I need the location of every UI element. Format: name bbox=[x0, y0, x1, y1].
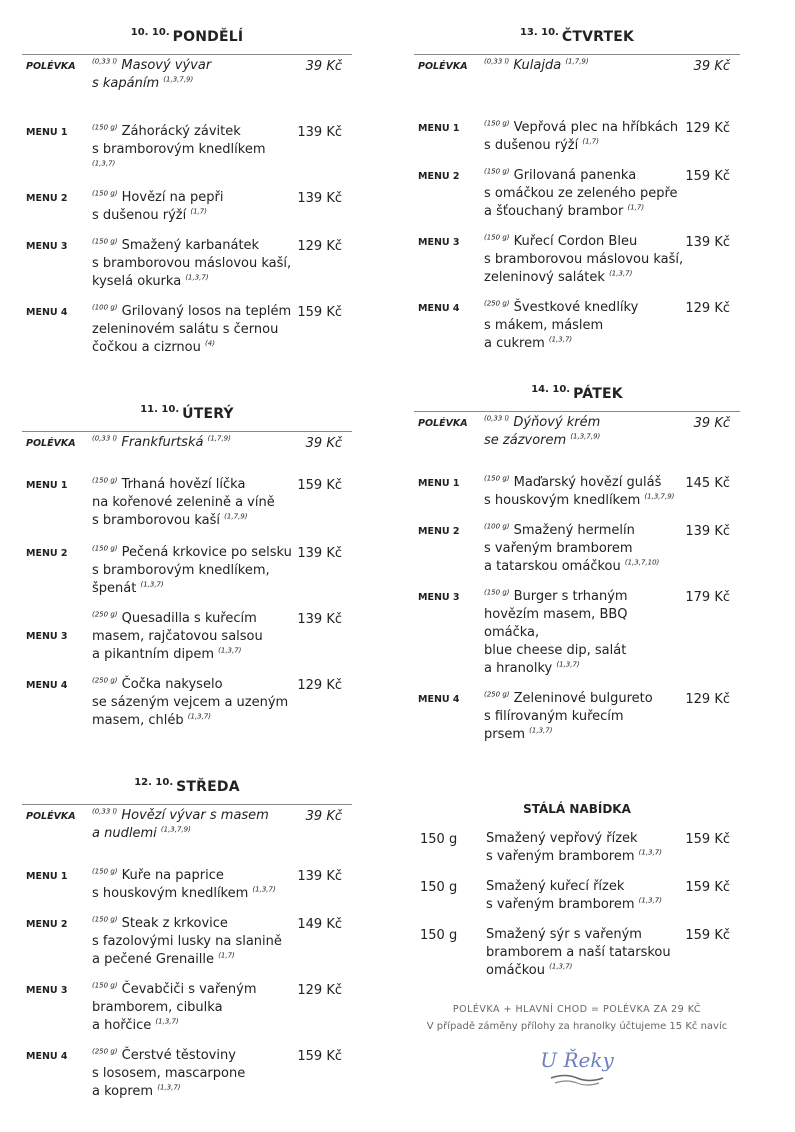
combo-offer-note: POLÉVKA + HLAVNÍ CHOD = POLÉVKA ZA 29 KČ bbox=[452, 1004, 702, 1015]
item-price: 159 Kč bbox=[685, 169, 730, 184]
description-line: a pečené Grenaille bbox=[92, 952, 215, 967]
standing-offer-item bbox=[414, 926, 740, 980]
soup-item bbox=[414, 57, 740, 75]
item-label: MENU 1 bbox=[418, 478, 460, 489]
description-line: Kuřecí Cordon Bleu bbox=[513, 234, 638, 249]
description-line: Záhorácký závitek bbox=[121, 124, 241, 139]
restaurant-logo bbox=[414, 1048, 740, 1091]
description-line: s lososem, mascarpone bbox=[92, 1066, 246, 1081]
item-allergens: (1,3,7) bbox=[549, 962, 573, 971]
item-allergens: (1,3,7) bbox=[187, 712, 211, 721]
item-label: MENU 3 bbox=[26, 985, 68, 996]
item-price: 129 Kč bbox=[297, 239, 342, 254]
item-label: MENU 2 bbox=[26, 919, 68, 930]
item-quantity: (150 g) bbox=[484, 233, 510, 242]
description-line: se sázeným vejcem a uzeným bbox=[92, 695, 289, 710]
menu-column-right bbox=[414, 26, 740, 1091]
item-quantity: (0,33 l) bbox=[484, 57, 510, 66]
description-line: masem, rajčatovou salsou bbox=[92, 629, 263, 644]
item-description bbox=[484, 299, 684, 353]
item-description bbox=[92, 676, 292, 730]
item-quantity: (150 g) bbox=[484, 167, 510, 176]
description-line: s houskovým knedlíkem bbox=[484, 493, 641, 508]
item-label: MENU 2 bbox=[26, 193, 68, 204]
menu-column-left bbox=[22, 26, 352, 1101]
item-quantity: (150 g) bbox=[92, 123, 118, 132]
item-weight: 150 g bbox=[420, 832, 458, 847]
item-label: POLÉVKA bbox=[418, 61, 468, 72]
description-line: masem, chléb bbox=[92, 713, 184, 728]
menu-item bbox=[22, 867, 352, 903]
item-label: MENU 3 bbox=[26, 631, 68, 642]
logo-wave-icon bbox=[547, 1073, 607, 1087]
item-price: 139 Kč bbox=[297, 125, 342, 140]
item-description bbox=[92, 434, 292, 452]
description-line: Quesadilla s kuřecím bbox=[121, 611, 257, 626]
item-description bbox=[92, 1047, 292, 1101]
description-line: a koprem bbox=[92, 1084, 154, 1099]
day-header bbox=[22, 403, 352, 432]
description-line: Kuře na paprice bbox=[121, 868, 224, 883]
menu-item bbox=[22, 1047, 352, 1101]
item-allergens: (1,7) bbox=[218, 951, 235, 960]
item-description bbox=[92, 57, 292, 93]
description-line: Hovězí vývar s masem bbox=[121, 808, 269, 823]
item-price: 159 Kč bbox=[297, 478, 342, 493]
description-line: s houskovým knedlíkem bbox=[92, 886, 249, 901]
item-description bbox=[484, 588, 684, 678]
item-label: MENU 1 bbox=[418, 123, 460, 134]
item-allergens: (1,3,7) bbox=[548, 335, 573, 344]
day-section bbox=[22, 776, 352, 1101]
day-items bbox=[414, 414, 740, 744]
description-line: hovězím masem, BBQ omáčka, bbox=[484, 607, 628, 640]
item-description bbox=[484, 414, 684, 450]
standing-offer-item bbox=[414, 830, 740, 866]
item-quantity: (150 g) bbox=[92, 544, 118, 553]
soup-item bbox=[22, 434, 352, 452]
day-date: 13. 10. bbox=[519, 27, 559, 38]
item-allergens: (1,3,7,10) bbox=[624, 558, 660, 567]
description-line: bramborem, cibulka bbox=[92, 1000, 223, 1015]
menu-item bbox=[22, 476, 352, 530]
day-header bbox=[414, 383, 740, 412]
description-line: s bramborovou kaší bbox=[92, 513, 221, 528]
description-line: s vařeným bramborem bbox=[486, 849, 635, 864]
item-quantity: (250 g) bbox=[484, 299, 510, 308]
description-line: s dušenou rýží bbox=[92, 208, 187, 223]
item-label: MENU 3 bbox=[26, 241, 68, 252]
item-label: MENU 3 bbox=[418, 237, 460, 248]
day-section bbox=[22, 403, 352, 730]
item-price: 159 Kč bbox=[297, 305, 342, 320]
item-label: MENU 4 bbox=[26, 680, 68, 691]
item-quantity: (100 g) bbox=[484, 522, 510, 531]
description-line: Smažený karbanátek bbox=[121, 238, 260, 253]
menu-item bbox=[22, 189, 352, 225]
description-line: Zeleninové bulgureto bbox=[513, 691, 653, 706]
description-line: Čevabčiči s vařeným bbox=[121, 982, 257, 997]
menu-item bbox=[22, 237, 352, 291]
day-items bbox=[414, 57, 740, 353]
item-weight: 150 g bbox=[420, 928, 458, 943]
item-price: 129 Kč bbox=[685, 301, 730, 316]
item-price: 139 Kč bbox=[685, 524, 730, 539]
day-name: ČTVRTEK bbox=[561, 29, 635, 45]
item-allergens: (1,3,7,9) bbox=[160, 825, 191, 834]
item-price: 159 Kč bbox=[685, 880, 730, 895]
item-price: 129 Kč bbox=[685, 121, 730, 136]
item-allergens: (1,3,7) bbox=[638, 896, 662, 905]
day-date: 10. 10. bbox=[130, 27, 170, 38]
item-description bbox=[92, 189, 292, 225]
menu-item bbox=[414, 167, 740, 221]
description-line: Kulajda bbox=[513, 58, 562, 73]
description-line: a hranolky bbox=[484, 661, 553, 676]
item-label: POLÉVKA bbox=[26, 438, 76, 449]
description-line: Smažený vepřový řízek bbox=[486, 831, 638, 846]
item-price: 129 Kč bbox=[297, 983, 342, 998]
description-line: s vařeným bramborem bbox=[486, 897, 635, 912]
item-price: 139 Kč bbox=[297, 546, 342, 561]
item-quantity: (250 g) bbox=[484, 690, 510, 699]
item-allergens: (1,3,7) bbox=[157, 1083, 181, 1092]
description-line: čočkou a cizrnou bbox=[92, 340, 201, 355]
description-line: a pikantním dipem bbox=[92, 647, 214, 662]
item-price: 39 Kč bbox=[693, 59, 730, 74]
item-price: 129 Kč bbox=[685, 692, 730, 707]
day-header bbox=[22, 776, 352, 805]
description-line: s vařeným bramborem bbox=[484, 541, 633, 556]
item-description bbox=[484, 167, 684, 221]
item-label: MENU 4 bbox=[26, 1051, 68, 1062]
description-line: zeleninovém salátu s černou bbox=[92, 322, 279, 337]
item-price: 139 Kč bbox=[297, 612, 342, 627]
description-line: Frankfurtská bbox=[121, 435, 204, 450]
description-line: a cukrem bbox=[484, 336, 545, 351]
item-quantity: (150 g) bbox=[92, 237, 118, 246]
item-price: 159 Kč bbox=[685, 928, 730, 943]
description-line: a šťouchaný brambor bbox=[484, 204, 624, 219]
day-section bbox=[414, 383, 740, 744]
item-price: 39 Kč bbox=[305, 59, 342, 74]
item-allergens: (1,3,7) bbox=[185, 273, 209, 282]
menu-item bbox=[414, 119, 740, 155]
menu-item bbox=[22, 303, 352, 357]
item-quantity: (250 g) bbox=[92, 1047, 118, 1056]
menu-item bbox=[414, 588, 740, 678]
description-line: Švestkové knedlíky bbox=[513, 300, 639, 315]
description-line: s fazolovými lusky na slanině bbox=[92, 934, 282, 949]
description-line: Grilovaná panenka bbox=[513, 168, 637, 183]
item-description bbox=[484, 690, 684, 744]
item-description bbox=[484, 522, 684, 576]
item-allergens: (1,3,7,9) bbox=[163, 75, 194, 84]
menu-item bbox=[414, 522, 740, 576]
item-description bbox=[484, 57, 684, 75]
item-quantity: (150 g) bbox=[92, 981, 118, 990]
item-label: MENU 3 bbox=[418, 592, 460, 603]
item-label: MENU 1 bbox=[26, 480, 68, 491]
item-description bbox=[92, 610, 292, 664]
menu-item bbox=[22, 915, 352, 969]
item-description bbox=[92, 303, 292, 357]
item-quantity: (0,33 l) bbox=[92, 57, 118, 66]
description-line: s mákem, máslem bbox=[484, 318, 604, 333]
item-price: 139 Kč bbox=[297, 191, 342, 206]
item-label: MENU 2 bbox=[418, 526, 460, 537]
item-allergens: (1,3,7) bbox=[556, 660, 580, 669]
day-name: STŘEDA bbox=[176, 779, 240, 795]
day-name: PONDĚLÍ bbox=[172, 29, 244, 45]
item-allergens: (1,7,9) bbox=[207, 434, 231, 443]
item-quantity: (0,33 l) bbox=[92, 807, 118, 816]
item-description bbox=[92, 915, 292, 969]
standing-offer-section bbox=[414, 802, 740, 1091]
item-price: 39 Kč bbox=[693, 416, 730, 431]
item-quantity: (150 g) bbox=[484, 588, 510, 597]
description-line: Dýňový krém bbox=[513, 415, 601, 430]
item-quantity: (150 g) bbox=[484, 119, 510, 128]
side-dish-note: V případě záměny přílohy za hranolky účtujeme 15 Kč navíc bbox=[426, 1021, 728, 1032]
menu-item bbox=[22, 610, 352, 664]
item-price: 129 Kč bbox=[297, 678, 342, 693]
menu-item bbox=[22, 544, 352, 598]
item-description bbox=[484, 474, 684, 510]
item-description bbox=[92, 123, 292, 177]
item-quantity: (150 g) bbox=[92, 476, 118, 485]
description-line: Masový vývar bbox=[121, 58, 212, 73]
item-quantity: (0,33 l) bbox=[484, 414, 510, 423]
day-section bbox=[414, 26, 740, 353]
standing-offer-item bbox=[414, 878, 740, 914]
menu-item bbox=[22, 123, 352, 177]
description-line: se zázvorem bbox=[484, 433, 567, 448]
description-line: Čerstvé těstoviny bbox=[121, 1048, 236, 1063]
description-line: Grilovaný losos na teplém bbox=[121, 304, 292, 319]
menu-item bbox=[414, 299, 740, 353]
item-allergens: (1,3,7) bbox=[92, 159, 116, 168]
item-allergens: (1,3,7) bbox=[609, 269, 633, 278]
day-items bbox=[22, 434, 352, 730]
item-description bbox=[486, 830, 681, 866]
item-description bbox=[92, 237, 292, 291]
item-allergens: (1,7,9) bbox=[224, 512, 248, 521]
item-label: MENU 4 bbox=[418, 303, 460, 314]
description-line: Vepřová plec na hříbkách bbox=[513, 120, 679, 135]
item-description bbox=[484, 233, 684, 287]
description-line: Smažený hermelín bbox=[513, 523, 635, 538]
description-line: Maďarský hovězí guláš bbox=[513, 475, 662, 490]
description-line: bramborem a naší tatarskou bbox=[486, 945, 671, 960]
description-line: kyselá okurka bbox=[92, 274, 182, 289]
item-quantity: (250 g) bbox=[92, 676, 118, 685]
item-allergens: (4) bbox=[205, 339, 215, 348]
soup-item bbox=[414, 414, 740, 450]
description-line: blue cheese dip, salát bbox=[484, 643, 627, 658]
item-label: MENU 4 bbox=[418, 694, 460, 705]
description-line: Hovězí na pepři bbox=[121, 190, 224, 205]
item-price: 139 Kč bbox=[297, 869, 342, 884]
description-line: Steak z krkovice bbox=[121, 916, 228, 931]
item-price: 159 Kč bbox=[685, 832, 730, 847]
description-line: s filírovaným kuřecím bbox=[484, 709, 624, 724]
item-allergens: (1,3,7) bbox=[140, 580, 164, 589]
menu-item bbox=[414, 474, 740, 510]
item-price: 159 Kč bbox=[297, 1049, 342, 1064]
menu-item bbox=[22, 676, 352, 730]
description-line: a nudlemi bbox=[92, 826, 157, 841]
day-date: 11. 10. bbox=[140, 404, 180, 415]
item-allergens: (1,3,7) bbox=[218, 646, 242, 655]
item-quantity: (150 g) bbox=[92, 189, 118, 198]
item-allergens: (1,7,9) bbox=[565, 57, 589, 66]
item-quantity: (150 g) bbox=[92, 867, 118, 876]
item-allergens: (1,3,7) bbox=[252, 885, 276, 894]
description-line: a hořčice bbox=[92, 1018, 152, 1033]
description-line: na kořenové zelenině a víně bbox=[92, 495, 275, 510]
item-weight: 150 g bbox=[420, 880, 458, 895]
item-label: MENU 1 bbox=[26, 871, 68, 882]
description-line: s dušenou rýží bbox=[484, 138, 579, 153]
item-description bbox=[92, 476, 292, 530]
day-name: PÁTEK bbox=[573, 386, 623, 402]
description-line: zeleninový salátek bbox=[484, 270, 605, 285]
description-line: Trhaná hovězí líčka bbox=[121, 477, 246, 492]
day-items bbox=[22, 807, 352, 1101]
description-line: prsem bbox=[484, 727, 526, 742]
item-price: 39 Kč bbox=[305, 436, 342, 451]
item-description bbox=[92, 981, 292, 1035]
item-price: 39 Kč bbox=[305, 809, 342, 824]
menu-item bbox=[414, 690, 740, 744]
day-date: 14. 10. bbox=[531, 384, 571, 395]
item-description bbox=[92, 544, 292, 598]
day-name: ÚTERÝ bbox=[182, 406, 234, 422]
item-allergens: (1,3,7) bbox=[529, 726, 553, 735]
item-label: POLÉVKA bbox=[26, 811, 76, 822]
description-line: s bramborovým knedlíkem, bbox=[92, 563, 270, 578]
day-date: 12. 10. bbox=[134, 777, 174, 788]
item-allergens: (1,3,7,9) bbox=[570, 432, 601, 441]
soup-item bbox=[22, 57, 352, 93]
menu-item bbox=[22, 981, 352, 1035]
logo-text: U Řeky bbox=[540, 1048, 614, 1072]
standing-offer-title: STÁLÁ NABÍDKA bbox=[523, 802, 631, 816]
description-line: a tatarskou omáčkou bbox=[484, 559, 621, 574]
description-line: Čočka nakyselo bbox=[121, 677, 223, 692]
day-items bbox=[22, 57, 352, 357]
item-description bbox=[92, 807, 292, 843]
item-allergens: (1,3,7,9) bbox=[644, 492, 675, 501]
item-label: MENU 1 bbox=[26, 127, 68, 138]
item-quantity: (150 g) bbox=[92, 915, 118, 924]
item-quantity: (100 g) bbox=[92, 303, 118, 312]
item-label: POLÉVKA bbox=[418, 418, 468, 429]
description-line: s bramborovou máslovou kaší, bbox=[484, 252, 684, 267]
description-line: s kapáním bbox=[92, 76, 160, 91]
description-line: s bramborovou máslovou kaší, bbox=[92, 256, 292, 271]
item-price: 145 Kč bbox=[685, 476, 730, 491]
item-label: MENU 4 bbox=[26, 307, 68, 318]
item-description bbox=[484, 119, 684, 155]
day-header bbox=[414, 26, 740, 55]
menu-item bbox=[414, 233, 740, 287]
day-section bbox=[22, 26, 352, 357]
description-line: s bramborovým knedlíkem bbox=[92, 142, 266, 157]
item-allergens: (1,7) bbox=[627, 203, 645, 212]
item-price: 139 Kč bbox=[685, 235, 730, 250]
description-line: Smažený sýr s vařeným bbox=[486, 927, 642, 942]
item-allergens: (1,3,7) bbox=[638, 848, 662, 857]
description-line: Burger s trhaným bbox=[513, 589, 628, 604]
item-description bbox=[486, 878, 681, 914]
item-label: MENU 2 bbox=[26, 548, 68, 559]
item-quantity: (250 g) bbox=[92, 610, 118, 619]
item-label: MENU 2 bbox=[418, 171, 460, 182]
item-price: 149 Kč bbox=[297, 917, 342, 932]
day-header bbox=[22, 26, 352, 55]
item-description bbox=[92, 867, 292, 903]
description-line: špenát bbox=[92, 581, 137, 596]
description-line: s omáčkou ze zeleného pepře bbox=[484, 186, 678, 201]
item-label: POLÉVKA bbox=[26, 61, 76, 72]
description-line: Smažený kuřecí řízek bbox=[486, 879, 625, 894]
item-description bbox=[486, 926, 681, 980]
item-quantity: (0,33 l) bbox=[92, 434, 118, 443]
item-allergens: (1,3,7) bbox=[155, 1017, 179, 1026]
item-price: 179 Kč bbox=[685, 590, 730, 605]
description-line: Pečená krkovice po selsku bbox=[121, 545, 292, 560]
soup-item bbox=[22, 807, 352, 843]
item-allergens: (1,7) bbox=[190, 207, 207, 216]
description-line: omáčkou bbox=[486, 963, 545, 978]
item-allergens: (1,7) bbox=[582, 137, 599, 146]
item-quantity: (150 g) bbox=[484, 474, 510, 483]
